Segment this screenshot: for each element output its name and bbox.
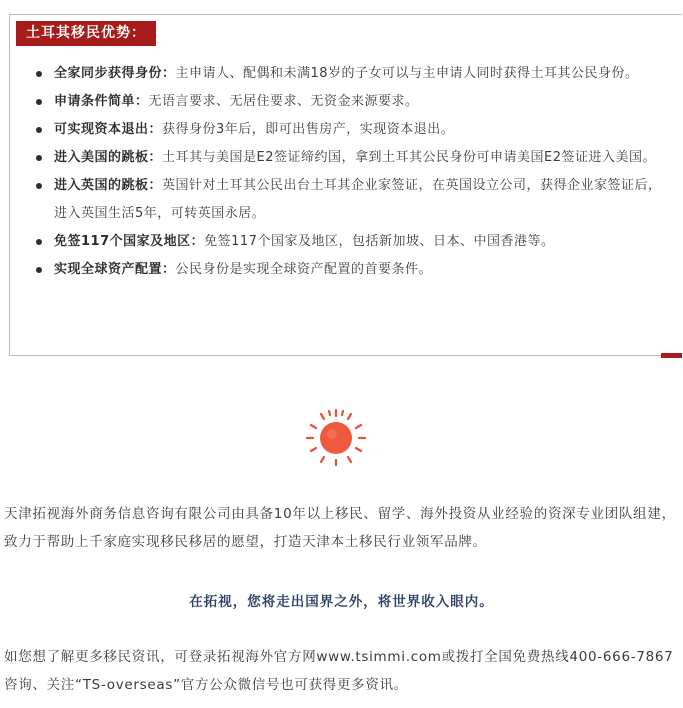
bullet-dot-icon	[36, 127, 42, 133]
bullet-dot-icon	[36, 267, 42, 273]
section-title: 土耳其移民优势：	[16, 21, 156, 46]
bullet-dot-icon	[36, 155, 42, 161]
item-term: 申请条件简单：	[54, 94, 149, 109]
bullet-dot-icon	[36, 183, 42, 189]
contact-info: 如您想了解更多移民资讯，可登录拓视海外官方网www.tsimmi.com或拨打全国免费热线400-666-7867咨询、关注“TS-overseas”官方公众微信号也可获得更多资讯。	[4, 649, 674, 693]
item-text: 英国针对土耳其公民出台土耳其企业家签证，在英国设立公司，获得企业家签证后，进入英国生活5年，可转英国永居。	[54, 178, 662, 221]
item-text: 主申请人、配偶和未满18岁的子女可以与主申请人同时获得土耳其公民身份。	[175, 66, 639, 81]
item-term: 进入美国的跳板：	[54, 150, 163, 165]
company-intro: 天津拓视海外商务信息咨询有限公司由具备10年以上移民、留学、海外投资从业经验的资深专业团队组建，致力于帮助上千家庭实现移民移居的愿望，打造天津本土移民行业领军品牌。	[4, 506, 676, 550]
list-item	[30, 144, 670, 172]
item-term: 全家同步获得身份：	[54, 66, 176, 81]
slogan: 在拓视，您将走出国界之外，将世界收入眼内。	[189, 594, 494, 610]
bullet-dot-icon	[36, 239, 42, 245]
list-item	[30, 172, 670, 228]
item-term: 可实现资本退出：	[54, 122, 163, 137]
list-item	[30, 116, 670, 144]
advantages-list	[30, 60, 670, 284]
list-item	[30, 60, 670, 88]
item-term: 免签117个国家及地区：	[54, 234, 205, 249]
list-item	[30, 88, 670, 116]
item-text: 免签117个国家及地区，包括新加坡、日本、中国香港等。	[204, 234, 555, 249]
list-item	[30, 256, 670, 284]
item-text: 获得身份3年后，即可出售房产，实现资本退出。	[162, 122, 455, 137]
bullet-dot-icon	[36, 99, 42, 105]
item-text: 公民身份是实现全球资产配置的首要条件。	[175, 262, 433, 277]
box-corner-accent	[661, 353, 682, 358]
item-term: 进入英国的跳板：	[54, 178, 163, 193]
item-term: 实现全球资产配置：	[54, 262, 176, 277]
list-item	[30, 228, 670, 256]
sun-icon	[303, 406, 369, 468]
item-text: 无语言要求、无居住要求、无资金来源要求。	[148, 94, 419, 109]
bullet-dot-icon	[36, 71, 42, 77]
item-text: 土耳其与美国是E2签证缔约国，拿到土耳其公民身份可申请美国E2签证进入美国。	[162, 150, 656, 165]
